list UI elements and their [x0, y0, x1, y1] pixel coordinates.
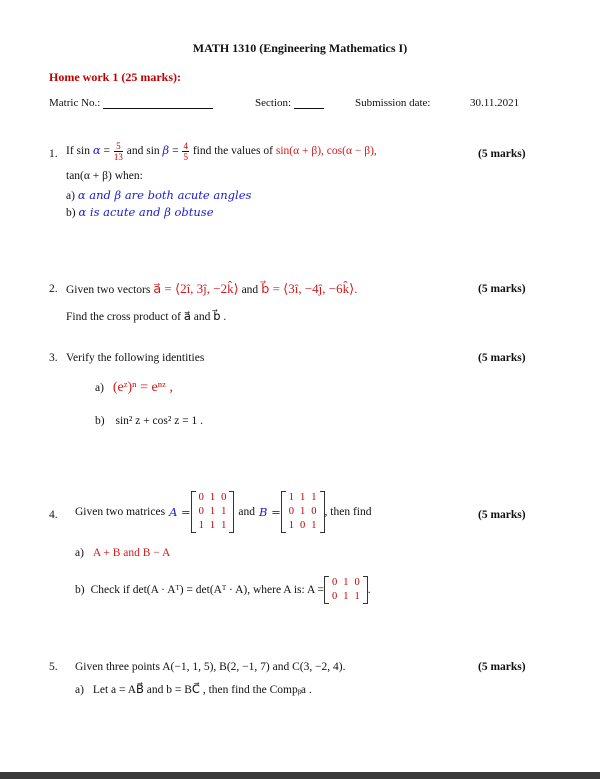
q4-then-find: , then find	[324, 506, 372, 518]
matrix-a2-cell: 0	[331, 591, 338, 602]
matrix-b-row	[286, 505, 320, 519]
matrix-a-cell: 0	[221, 492, 227, 503]
q3-number: 3.	[49, 352, 58, 364]
q4-part-a	[75, 547, 170, 559]
matrix-a-row	[196, 519, 230, 533]
q3-part-a	[95, 380, 173, 396]
q1-frac1-den: 13	[113, 152, 123, 162]
q4-b-end: .	[367, 584, 371, 596]
q4-a-text: A + B and B − A	[92, 547, 171, 559]
q3-b-expr: sin² z + cos² z = 1 .	[115, 415, 204, 427]
matrix-a-row	[196, 505, 230, 519]
q5-part-a	[75, 682, 312, 696]
matric-field	[49, 97, 213, 109]
matrix-a-cell: 1	[209, 492, 216, 503]
section-blank	[294, 98, 324, 109]
q1-frac2	[182, 141, 189, 162]
q4-and: and	[238, 506, 256, 518]
q4-number: 4.	[49, 509, 58, 521]
matrix-a-cell: 0	[198, 492, 204, 503]
q2-text: Given two vectors	[66, 284, 151, 296]
matrix-a2-cell: 1	[343, 591, 349, 602]
viewer-bottom-bar	[0, 772, 600, 779]
matrix-b-cell: 1	[288, 492, 295, 503]
matrix-a-cell: 1	[198, 520, 204, 531]
matrix-b-cell: 1	[288, 520, 295, 531]
q4-a-label: a)	[75, 547, 84, 559]
q1-frac2-den: 5	[183, 152, 188, 162]
q3-a-label: a)	[95, 382, 104, 394]
q4-B-label: B =	[259, 505, 281, 519]
matrix-b-cell: 1	[311, 520, 317, 531]
q1-b-text: α is acute and β obtuse	[78, 205, 214, 219]
matrix-a-cell: 1	[209, 520, 216, 531]
q4-marks: (5 marks)	[478, 509, 526, 521]
q5-a-label: a)	[75, 684, 84, 696]
matrix-a-cell: 0	[198, 506, 204, 517]
q4-line1	[75, 484, 371, 540]
q1-a-label: a)	[66, 190, 75, 202]
matrix-b-cell: 1	[300, 492, 306, 503]
q4-part-b	[75, 573, 371, 607]
q2-line2: Find the cross product of a⃗ and b⃗ .	[66, 311, 227, 323]
matrix-a-cell: 1	[221, 506, 227, 517]
q3-a-expr: (eᶻ)ⁿ = eⁿᶻ ,	[112, 380, 173, 395]
q5-marks: (5 marks)	[478, 661, 526, 673]
matrix-a2-cell: 1	[354, 591, 360, 602]
q3-b-label: b)	[95, 415, 105, 427]
q1-a-text: α and β are both acute angles	[77, 188, 252, 202]
matrix-b-cell: 1	[311, 492, 317, 503]
q2-marks: (5 marks)	[478, 283, 526, 295]
q1-marks: (5 marks)	[478, 148, 526, 160]
q3-text: Verify the following identities	[66, 352, 205, 364]
submission-date: 30.11.2021	[470, 97, 520, 109]
matrix-A2	[324, 576, 368, 604]
q1-b-label: b)	[66, 207, 76, 219]
q5-text: Given three points A(−1, 1, 5), B(2, −1, 7) and C(3, −2, 4).	[75, 661, 346, 673]
homework-heading: Home work 1 (25 marks):	[49, 70, 181, 84]
q1-frac2-num: 4	[183, 141, 188, 151]
q2-number: 2.	[49, 283, 58, 295]
q4-A-label: A =	[169, 505, 191, 519]
q4-text: Given two matrices	[75, 506, 166, 518]
q4-b-label: b)	[75, 584, 85, 596]
q5-a-text: Let a = AB⃗ and b = BC⃗ , then find the Compᵦa .	[92, 684, 312, 696]
matrix-a2-cell: 0	[354, 577, 360, 588]
matrix-b-cell: 0	[300, 520, 306, 531]
page-title: MATH 1310 (Engineering Mathematics I)	[192, 41, 408, 55]
q3-marks: (5 marks)	[478, 352, 526, 364]
q1-frac1-num: 5	[114, 141, 123, 152]
q1-line2: tan(α + β) when:	[66, 170, 143, 182]
matrix-b-cell: 0	[288, 506, 295, 517]
q2-line1	[66, 281, 357, 297]
q2-and: and	[241, 284, 259, 296]
matrix-b-row	[286, 519, 320, 533]
matrix-a2-row	[329, 576, 363, 590]
matrix-b-cell: 0	[311, 506, 317, 517]
q1-frac1	[114, 141, 123, 162]
q1-line1: If sin α = $\frac{5}{13}$ and sin β = $\frac{4}{5}$ find the values of sin(α + β), cos(α − β),	[66, 141, 377, 162]
q1-eq: =	[103, 145, 110, 158]
q1-expr: sin(α + β), cos(α − β),	[275, 145, 377, 158]
matrix-b-cell: 1	[300, 506, 306, 517]
matrix-a-row	[196, 491, 230, 505]
section-field	[255, 97, 324, 109]
matrix-a-cell: 1	[221, 520, 227, 531]
q1-find: find the values of	[192, 145, 273, 158]
matrix-a-cell: 1	[209, 506, 216, 517]
q2-vector-b: b⃗ = ⟨3î, −4ĵ, −6k̂⟩.	[261, 281, 358, 296]
matrix-a2-cell: 0	[331, 577, 338, 588]
matric-label: Matric No.:	[49, 97, 101, 109]
matrix-B	[281, 491, 325, 533]
q1-part-a	[66, 188, 251, 202]
q5-number: 5.	[49, 661, 58, 673]
matrix-A	[191, 491, 235, 533]
q3-part-b	[95, 415, 203, 427]
q4-b-text: Check if det(A · Aᵀ) = det(Aᵀ · A), where A is: A =	[90, 584, 324, 596]
matrix-b-row	[286, 491, 320, 505]
submission-label: Submission date:	[355, 97, 431, 109]
matric-blank	[103, 98, 213, 109]
q1-part-b	[66, 205, 214, 219]
q2-vector-a: a⃗ = ⟨2î, 3ĵ, −2k̂⟩	[153, 281, 239, 296]
q1-mid: and sin	[126, 145, 160, 158]
q1-number: 1.	[49, 148, 58, 160]
section-label: Section:	[255, 97, 292, 109]
matrix-a2-row	[329, 590, 363, 604]
matrix-a2-cell: 1	[343, 577, 349, 588]
q1-prefix: If sin	[66, 145, 90, 158]
